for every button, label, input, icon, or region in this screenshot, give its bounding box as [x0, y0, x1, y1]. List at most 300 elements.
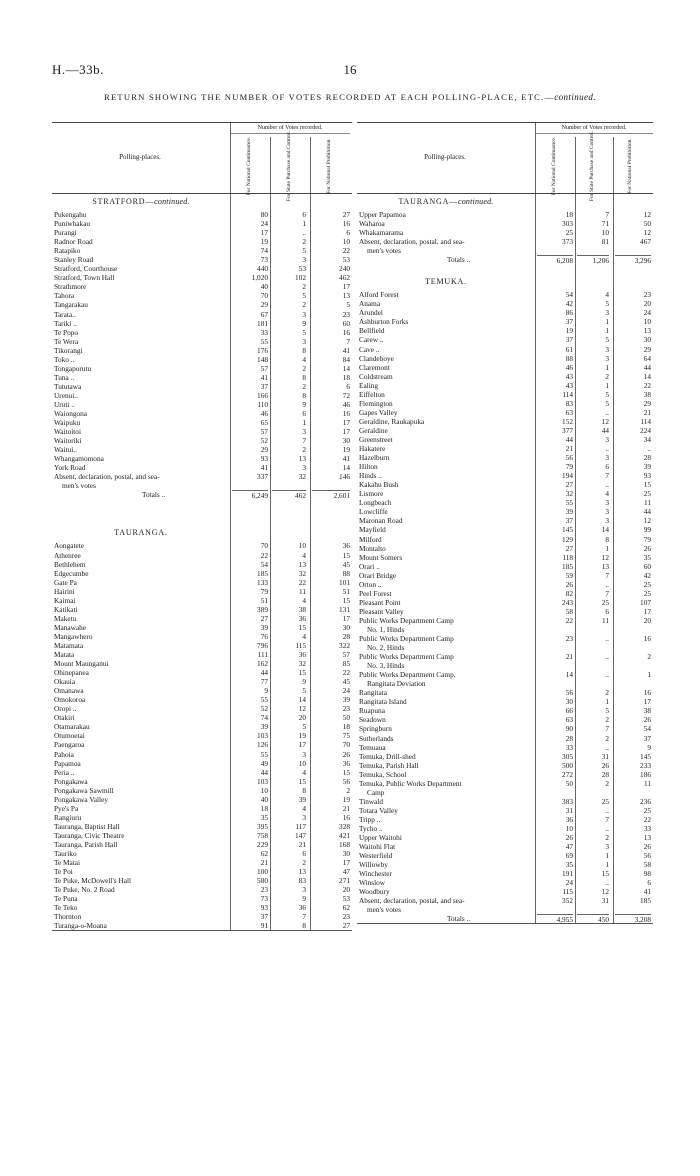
polling-place-name: Tauriko: [54, 849, 77, 859]
votes-state-purchase: 8: [302, 345, 306, 355]
table-row: [52, 400, 352, 409]
total-value: 3,296: [615, 255, 651, 265]
votes-prohibition: 11: [643, 778, 651, 788]
table-row: [357, 571, 653, 580]
votes-prohibition: 462: [339, 273, 350, 283]
votes-state-purchase: 17: [298, 740, 306, 750]
votes-continuance: 1,020: [251, 273, 268, 283]
votes-continuance: 33: [565, 742, 573, 752]
votes-state-purchase: ..: [605, 652, 609, 662]
votes-prohibition: 114: [640, 416, 651, 426]
votes-state-purchase: ..: [605, 824, 609, 833]
votes-state-purchase: 12: [601, 887, 609, 897]
votes-state-purchase: 3: [605, 353, 609, 363]
polling-place-name: Totara Valley: [359, 805, 398, 815]
table-row: [52, 291, 352, 300]
total-value: 2,601: [312, 490, 350, 500]
polling-place-name: Omanawa: [54, 686, 84, 696]
votes-continuance: 440: [257, 264, 268, 274]
polling-place-name: Springburn: [359, 724, 392, 734]
votes-continuance: 54: [565, 290, 573, 300]
votes-prohibition: 13: [643, 326, 651, 336]
totals-row: Totals .. 6,208 1,206 3,296: [447, 255, 651, 266]
votes-prohibition: 28: [643, 453, 651, 463]
polling-place-name: Absent, declaration, postal, and sea-: [359, 237, 465, 247]
votes-prohibition: 79: [643, 534, 651, 544]
votes-prohibition: 36: [342, 758, 350, 768]
table-row: [357, 652, 653, 661]
votes-continuance: 26: [565, 579, 573, 589]
votes-state-purchase: 4: [605, 489, 609, 499]
table-row: [52, 219, 352, 228]
table-row: [357, 299, 653, 308]
polling-place-name: Tututawa: [54, 381, 82, 391]
votes-state-purchase: 6: [302, 409, 306, 419]
votes-continuance: 57: [260, 427, 268, 437]
votes-state-purchase: ..: [605, 634, 609, 644]
table-row: [357, 381, 653, 390]
votes-prohibition: 9: [647, 742, 651, 752]
votes-continuance: 114: [562, 389, 573, 399]
votes-continuance: 52: [260, 436, 268, 446]
votes-continuance: 389: [257, 604, 268, 614]
votes-prohibition: 20: [342, 885, 350, 895]
polling-place-name: Tikorangi: [54, 345, 83, 355]
polling-place-name: Paengaroa: [54, 740, 85, 750]
votes-continuance: 77: [260, 677, 268, 687]
votes-state-purchase: 5: [605, 335, 609, 345]
polling-place-name: Gapes Valley: [359, 407, 398, 417]
table-row: [52, 840, 352, 849]
polling-place-name: Pleasant Point: [359, 597, 401, 607]
votes-prohibition: 30: [342, 436, 350, 446]
votes-continuance: 73: [260, 255, 268, 265]
votes-continuance: 191: [562, 869, 573, 879]
votes-continuance: 80: [260, 210, 268, 219]
table-row: [52, 409, 352, 418]
votes-prohibition: 46: [342, 399, 350, 409]
votes-prohibition: 57: [342, 650, 350, 660]
polling-place-name: Orton ..: [359, 579, 382, 589]
votes-continuance: 40: [260, 282, 268, 292]
table-row: [357, 688, 653, 697]
votes-continuance: 67: [260, 309, 268, 319]
col-prohibition-header: For National Prohibition.: [627, 138, 633, 194]
table-row: [357, 634, 653, 643]
total-value: 4,955: [537, 914, 573, 924]
section-title: TAURANGA.: [114, 528, 168, 538]
polling-place-name: Claremont: [359, 362, 390, 372]
votes-prohibition: 44: [643, 362, 651, 372]
table-row: [357, 498, 653, 507]
votes-prohibition: 33: [643, 824, 651, 833]
table-row: [52, 632, 352, 641]
table-row: [357, 525, 653, 534]
votes-continuance: 56: [565, 688, 573, 698]
votes-prohibition: 18: [342, 722, 350, 732]
votes-state-purchase: 19: [298, 731, 306, 741]
polling-place-name: Geraldine: [359, 425, 388, 435]
votes-state-purchase: 1: [605, 380, 609, 390]
polling-place-name: Longbeach: [359, 498, 392, 508]
votes-prohibition: 467: [640, 237, 651, 247]
polling-place-name: Orari ..: [359, 561, 380, 571]
votes-prohibition: 42: [643, 570, 651, 580]
table-row: [357, 326, 653, 335]
votes-prohibition: 84: [342, 354, 350, 364]
table-row: [357, 724, 653, 733]
votes-continuance: 27: [565, 543, 573, 553]
votes-continuance: 27: [260, 613, 268, 623]
votes-prohibition: 101: [339, 577, 350, 587]
table-row: [357, 219, 653, 228]
table-row: [357, 290, 653, 299]
table-row: [357, 507, 653, 516]
votes-continuance: 55: [260, 336, 268, 346]
votes-continuance: 22: [565, 615, 573, 625]
polling-place-name: Tauranga, Civic Theatre: [54, 830, 125, 840]
votes-continuance: 42: [565, 299, 573, 309]
polling-place-name: Rangitata Island: [359, 697, 407, 707]
votes-prohibition: 2: [647, 652, 651, 662]
votes-state-purchase: 4: [302, 550, 306, 560]
polling-place-name: Stanley Road: [54, 255, 94, 265]
table-row: [357, 489, 653, 498]
number-votes-header: Number of Votes recorded.: [230, 125, 350, 134]
table-row: [357, 797, 653, 806]
polling-place-name: Waitohi Flat: [359, 842, 396, 852]
votes-state-purchase: ..: [605, 878, 609, 888]
votes-continuance: 29: [260, 300, 268, 310]
votes-state-purchase: 8: [302, 372, 306, 382]
votes-prohibition: 30: [342, 849, 350, 859]
votes-state-purchase: 8: [302, 785, 306, 795]
votes-continuance: 115: [562, 887, 573, 897]
votes-prohibition: 37: [643, 733, 651, 743]
table-row: [52, 551, 352, 560]
table-row: [52, 858, 352, 867]
votes-state-purchase: 25: [601, 597, 609, 607]
votes-state-purchase: 14: [601, 525, 609, 535]
polling-place-name: Te Poi: [54, 867, 73, 877]
votes-state-purchase: 13: [298, 454, 306, 464]
votes-state-purchase: 3: [302, 749, 306, 759]
votes-prohibition: 13: [342, 291, 350, 301]
polling-place-name: Public Works Department Camp: [359, 634, 454, 644]
table-row: [357, 833, 653, 842]
votes-prohibition: 421: [339, 830, 350, 840]
table-row: [357, 453, 653, 462]
polling-place-name: Te Teko: [54, 903, 78, 913]
votes-continuance: 18: [260, 803, 268, 813]
votes-prohibition: 240: [339, 264, 350, 274]
polling-place-name: Matata: [54, 650, 75, 660]
votes-continuance: 41: [260, 372, 268, 382]
votes-state-purchase: 44: [601, 425, 609, 435]
polling-place-name: Thornton: [54, 912, 82, 922]
votes-state-purchase: 12: [601, 416, 609, 426]
table-row: [357, 480, 653, 489]
section-title: STRATFORD—continued.: [92, 197, 190, 206]
votes-prohibition: 38: [643, 389, 651, 399]
table-row: [52, 740, 352, 749]
right-table: [357, 122, 653, 924]
table-row: [52, 282, 352, 291]
votes-continuance: 79: [565, 462, 573, 472]
polling-place-name: Winslow: [359, 878, 386, 888]
votes-state-purchase: 81: [601, 237, 609, 247]
table-row: [357, 417, 653, 426]
polling-place-name: Winchester: [359, 869, 392, 879]
table-row: [52, 373, 352, 382]
votes-continuance: 26: [565, 833, 573, 843]
votes-continuance: 24: [260, 219, 268, 229]
table-row: [357, 706, 653, 715]
table-row: [52, 569, 352, 578]
votes-continuance: 37: [565, 335, 573, 345]
votes-prohibition: 26: [643, 715, 651, 725]
votes-prohibition: 27: [342, 921, 350, 931]
number-votes-header: Number of Votes recorded.: [535, 125, 653, 134]
votes-prohibition: 53: [342, 894, 350, 904]
votes-state-purchase: 1: [605, 543, 609, 553]
page-title: RETURN SHOWING THE NUMBER OF VOTES RECORDED AT EACH POLLING-PLACE, ETC.—continued.: [104, 92, 596, 102]
col-state-purchase-header: For State Purchase and Control.: [589, 130, 595, 202]
votes-state-purchase: 26: [601, 760, 609, 770]
votes-continuance: 51: [260, 595, 268, 605]
polling-place-name: Manawahe: [54, 622, 87, 632]
votes-state-purchase: 5: [302, 291, 306, 301]
polling-place-name: Woodbury: [359, 887, 390, 897]
votes-continuance: 148: [257, 354, 268, 364]
table-row: [357, 779, 653, 788]
votes-continuance: 73: [260, 894, 268, 904]
polling-place-name: Seadown: [359, 715, 386, 725]
votes-prohibition: 62: [342, 903, 350, 913]
polling-place-name: Otamarakau: [54, 722, 90, 732]
votes-state-purchase: 2: [302, 858, 306, 868]
votes-state-purchase: 7: [302, 912, 306, 922]
table-row: [357, 237, 653, 246]
table-row: [52, 328, 352, 337]
table-row: [357, 670, 653, 679]
votes-prohibition: 16: [342, 409, 350, 419]
votes-continuance: 69: [565, 851, 573, 861]
votes-continuance: 44: [260, 668, 268, 678]
votes-state-purchase: ..: [605, 579, 609, 589]
votes-prohibition: 58: [643, 860, 651, 870]
table-row: [357, 896, 653, 905]
votes-prohibition: 12: [643, 228, 651, 238]
polling-place-name: Ratapiko: [54, 246, 81, 256]
votes-state-purchase: 32: [298, 568, 306, 578]
votes-state-purchase: ..: [605, 805, 609, 815]
votes-state-purchase: 3: [605, 507, 609, 517]
votes-continuance: 39: [260, 622, 268, 632]
left-table: [52, 122, 352, 931]
votes-prohibition: 2: [346, 785, 350, 795]
table-body: [357, 194, 653, 924]
section-title: TAURANGA—continued.: [398, 197, 494, 206]
votes-state-purchase: 15: [298, 668, 306, 678]
votes-prohibition: 15: [342, 550, 350, 560]
votes-prohibition: 85: [342, 659, 350, 669]
polling-place-name: Tycho ..: [359, 824, 383, 833]
table-row: [357, 887, 653, 896]
table-row: [357, 643, 653, 652]
votes-continuance: 65: [260, 418, 268, 428]
table-row: [357, 625, 653, 634]
table-row: [52, 346, 352, 355]
table-row: [52, 867, 352, 876]
polling-place-name: Gate Pa: [54, 577, 77, 587]
votes-prohibition: 25: [643, 489, 651, 499]
votes-state-purchase: 115: [295, 640, 306, 650]
polling-place-name: Absent, declaration, postal, and sea-: [359, 896, 465, 906]
section-title: TEMUKA.: [425, 277, 467, 287]
total-value: 1,206: [577, 255, 609, 265]
votes-state-purchase: 2: [605, 778, 609, 788]
polling-place-name: Absent, declaration, postal, and sea-: [54, 472, 160, 482]
polling-place-name: Temuaua: [359, 742, 386, 752]
votes-prohibition: 27: [342, 210, 350, 219]
table-row: [357, 317, 653, 326]
votes-prohibition: 224: [640, 425, 651, 435]
votes-state-purchase: 36: [298, 650, 306, 660]
votes-prohibition: 22: [643, 814, 651, 824]
votes-state-purchase: 22: [298, 577, 306, 587]
polling-place-name: Tinwald: [359, 796, 384, 806]
votes-prohibition: 16: [342, 219, 350, 229]
votes-continuance: 35: [260, 812, 268, 822]
votes-state-purchase: 12: [601, 552, 609, 562]
votes-continuance: 55: [260, 749, 268, 759]
polling-place-name: Whangamomona: [54, 454, 104, 464]
votes-state-purchase: 83: [298, 876, 306, 886]
page-reference: H.—33b.: [52, 62, 104, 77]
votes-continuance: 118: [562, 552, 573, 562]
table-row: [357, 761, 653, 770]
votes-prohibition: 56: [643, 851, 651, 861]
votes-continuance: 129: [562, 534, 573, 544]
votes-prohibition: 25: [643, 588, 651, 598]
votes-state-purchase: 1: [302, 418, 306, 428]
votes-prohibition: 29: [643, 344, 651, 354]
votes-continuance: 303: [562, 219, 573, 229]
votes-prohibition: 17: [643, 697, 651, 707]
votes-continuance: 10: [565, 824, 573, 833]
votes-continuance: 55: [565, 498, 573, 508]
votes-state-purchase: 5: [302, 327, 306, 337]
polling-place-name: Waitoriki: [54, 436, 82, 446]
polling-place-name: Temuka, Public Works Department: [359, 778, 462, 788]
votes-prohibition: 11: [643, 498, 651, 508]
votes-state-purchase: 3: [605, 308, 609, 318]
votes-continuance: 162: [257, 659, 268, 669]
votes-prohibition: 6: [647, 878, 651, 888]
table-row: [357, 607, 653, 616]
votes-state-purchase: 6: [605, 462, 609, 472]
votes-prohibition: 5: [346, 300, 350, 310]
polling-place-name: Hilton: [359, 462, 378, 472]
polling-place-name: Tauranga, Parish Hall: [54, 840, 118, 849]
table-row: [357, 228, 653, 237]
table-row: [357, 308, 653, 317]
votes-state-purchase: 6: [605, 606, 609, 616]
table-row: [52, 596, 352, 605]
votes-continuance: 185: [562, 561, 573, 571]
votes-prohibition: 34: [643, 434, 651, 444]
votes-prohibition: 17: [342, 858, 350, 868]
polling-place-name: Edgecumbe: [54, 568, 89, 578]
votes-continuance: 23: [260, 885, 268, 895]
votes-prohibition: 29: [643, 398, 651, 408]
table-row: [357, 743, 653, 752]
votes-state-purchase: 3: [302, 885, 306, 895]
votes-prohibition: 185: [640, 896, 651, 906]
table-row: [52, 822, 352, 831]
votes-prohibition: 30: [342, 622, 350, 632]
votes-prohibition: 23: [342, 912, 350, 922]
votes-continuance: 21: [565, 652, 573, 662]
votes-continuance: 39: [565, 507, 573, 517]
votes-continuance: 70: [260, 291, 268, 301]
votes-state-purchase: 5: [605, 398, 609, 408]
votes-continuance: 272: [562, 769, 573, 779]
table-row: [52, 578, 352, 587]
polling-place-name: Tripp ..: [359, 814, 381, 824]
votes-prohibition: 44: [643, 507, 651, 517]
table-row: [52, 722, 352, 731]
table-row: [357, 354, 653, 363]
polling-place-name: Whakamarama: [359, 228, 404, 238]
votes-continuance: 33: [260, 327, 268, 337]
polling-place-name: Strathmore: [54, 282, 87, 292]
votes-prohibition: 23: [342, 704, 350, 714]
votes-state-purchase: 10: [298, 758, 306, 768]
polling-place-name: York Road: [54, 463, 86, 473]
polling-place-name: Omokoroa: [54, 695, 86, 705]
table-row: [52, 391, 352, 400]
votes-state-purchase: 3: [302, 463, 306, 473]
table-row: [357, 851, 653, 860]
votes-continuance: 305: [562, 751, 573, 761]
votes-prohibition: 17: [643, 606, 651, 616]
votes-state-purchase: 13: [298, 867, 306, 877]
polling-place-name: Urenui..: [54, 390, 78, 400]
votes-state-purchase: 117: [295, 821, 306, 831]
polling-place-name: Mayfield: [359, 525, 386, 535]
votes-prohibition: 60: [342, 318, 350, 328]
votes-state-purchase: 3: [605, 344, 609, 354]
votes-prohibition: 186: [640, 769, 651, 779]
table-row: [52, 445, 352, 454]
votes-prohibition: 6: [346, 381, 350, 391]
votes-state-purchase: 2: [302, 445, 306, 455]
table-row: [357, 598, 653, 607]
polling-place-name: Eiffelton: [359, 389, 385, 399]
table-row: [52, 668, 352, 677]
polling-place-name: Arundel: [359, 308, 383, 318]
votes-state-purchase: 3: [302, 427, 306, 437]
votes-continuance: 28: [565, 733, 573, 743]
votes-prohibition: 10: [643, 317, 651, 327]
votes-prohibition: 50: [643, 219, 651, 229]
table-row: [357, 345, 653, 354]
votes-prohibition: 38: [643, 706, 651, 716]
votes-prohibition: 45: [342, 677, 350, 687]
votes-continuance: 337: [257, 472, 268, 482]
